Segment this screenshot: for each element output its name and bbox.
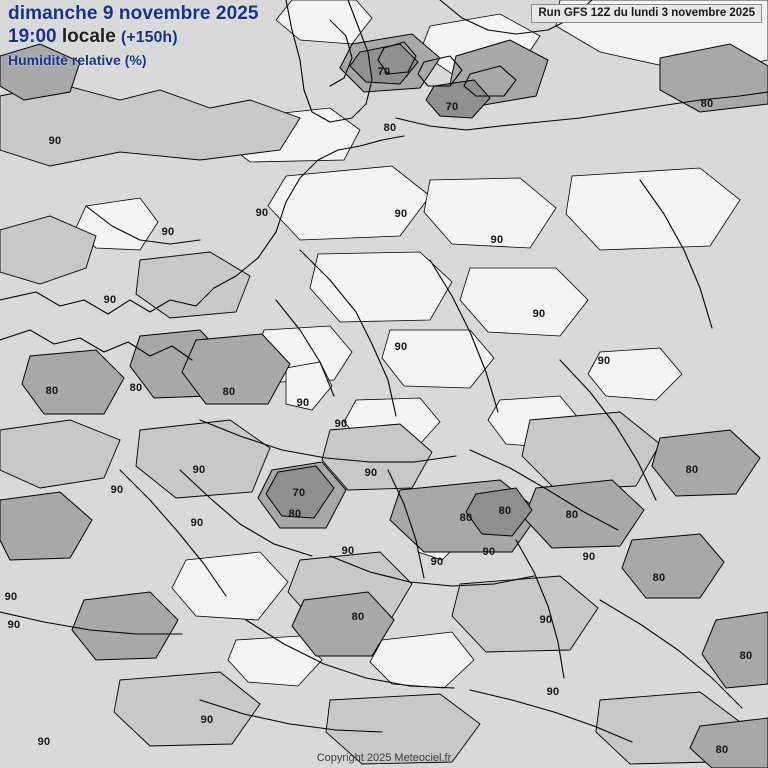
isoline-label: 80 <box>700 98 714 110</box>
isoline-label: 80 <box>652 572 666 584</box>
isoline-label: 80 <box>739 650 753 662</box>
isoline-label: 80 <box>351 611 365 623</box>
isoline-label: 80 <box>45 385 59 397</box>
isoline-label: 90 <box>597 355 611 367</box>
isoline-label: 70 <box>292 487 306 499</box>
isoline-label: 90 <box>539 614 553 626</box>
forecast-time-line <box>8 27 259 48</box>
isoline-label: 90 <box>394 208 408 220</box>
isoline-label: 90 <box>190 517 204 529</box>
isoline-label: 90 <box>546 686 560 698</box>
isoline-label: 90 <box>334 418 348 430</box>
isoline-label: 90 <box>161 226 175 238</box>
isoline-label: 80 <box>685 464 699 476</box>
isoline-label: 80 <box>715 744 729 756</box>
isoline-label: 80 <box>459 512 473 524</box>
isoline-label: 70 <box>377 66 391 78</box>
isoline-label: 80 <box>129 382 143 394</box>
isoline-label: 90 <box>7 619 21 631</box>
map-title-block <box>8 4 259 68</box>
isoline-label: 90 <box>200 714 214 726</box>
copyright-notice: Copyright 2025 Meteociel.fr <box>316 752 452 764</box>
isoline-label: 90 <box>490 234 504 246</box>
isoline-label: 70 <box>445 101 459 113</box>
isoline-label: 90 <box>482 546 496 558</box>
forecast-time: 19:00 <box>8 25 57 47</box>
isoline-label: 80 <box>565 509 579 521</box>
forecast-date: dimanche 9 novembre 2025 <box>8 3 259 24</box>
isoline-label: 90 <box>37 736 51 748</box>
isoline-label: 90 <box>103 294 117 306</box>
isoline-label: 90 <box>192 464 206 476</box>
isoline-label: 80 <box>222 386 236 398</box>
forecast-time-local-word: locale <box>61 25 116 47</box>
forecast-echeance: (+150h) <box>121 28 178 46</box>
isoline-label: 90 <box>364 467 378 479</box>
isoline-label: 80 <box>288 508 302 520</box>
isoline-label: 90 <box>296 397 310 409</box>
isoline-label: 80 <box>383 122 397 134</box>
isoline-label: 90 <box>4 591 18 603</box>
parameter-label: Humidité relative (%) <box>8 52 147 69</box>
isoline-label: 90 <box>582 551 596 563</box>
isoline-label: 90 <box>532 308 546 320</box>
isoline-label: 90 <box>110 484 124 496</box>
isoline-label: 90 <box>255 207 269 219</box>
isoline-label: 90 <box>430 556 444 568</box>
isoline-label: 80 <box>498 505 512 517</box>
model-run-badge: Run GFS 12Z du lundi 3 novembre 2025 <box>531 4 762 23</box>
isoline-label: 90 <box>394 341 408 353</box>
isoline-label: 90 <box>341 545 355 557</box>
isoline-label: 90 <box>48 135 62 147</box>
